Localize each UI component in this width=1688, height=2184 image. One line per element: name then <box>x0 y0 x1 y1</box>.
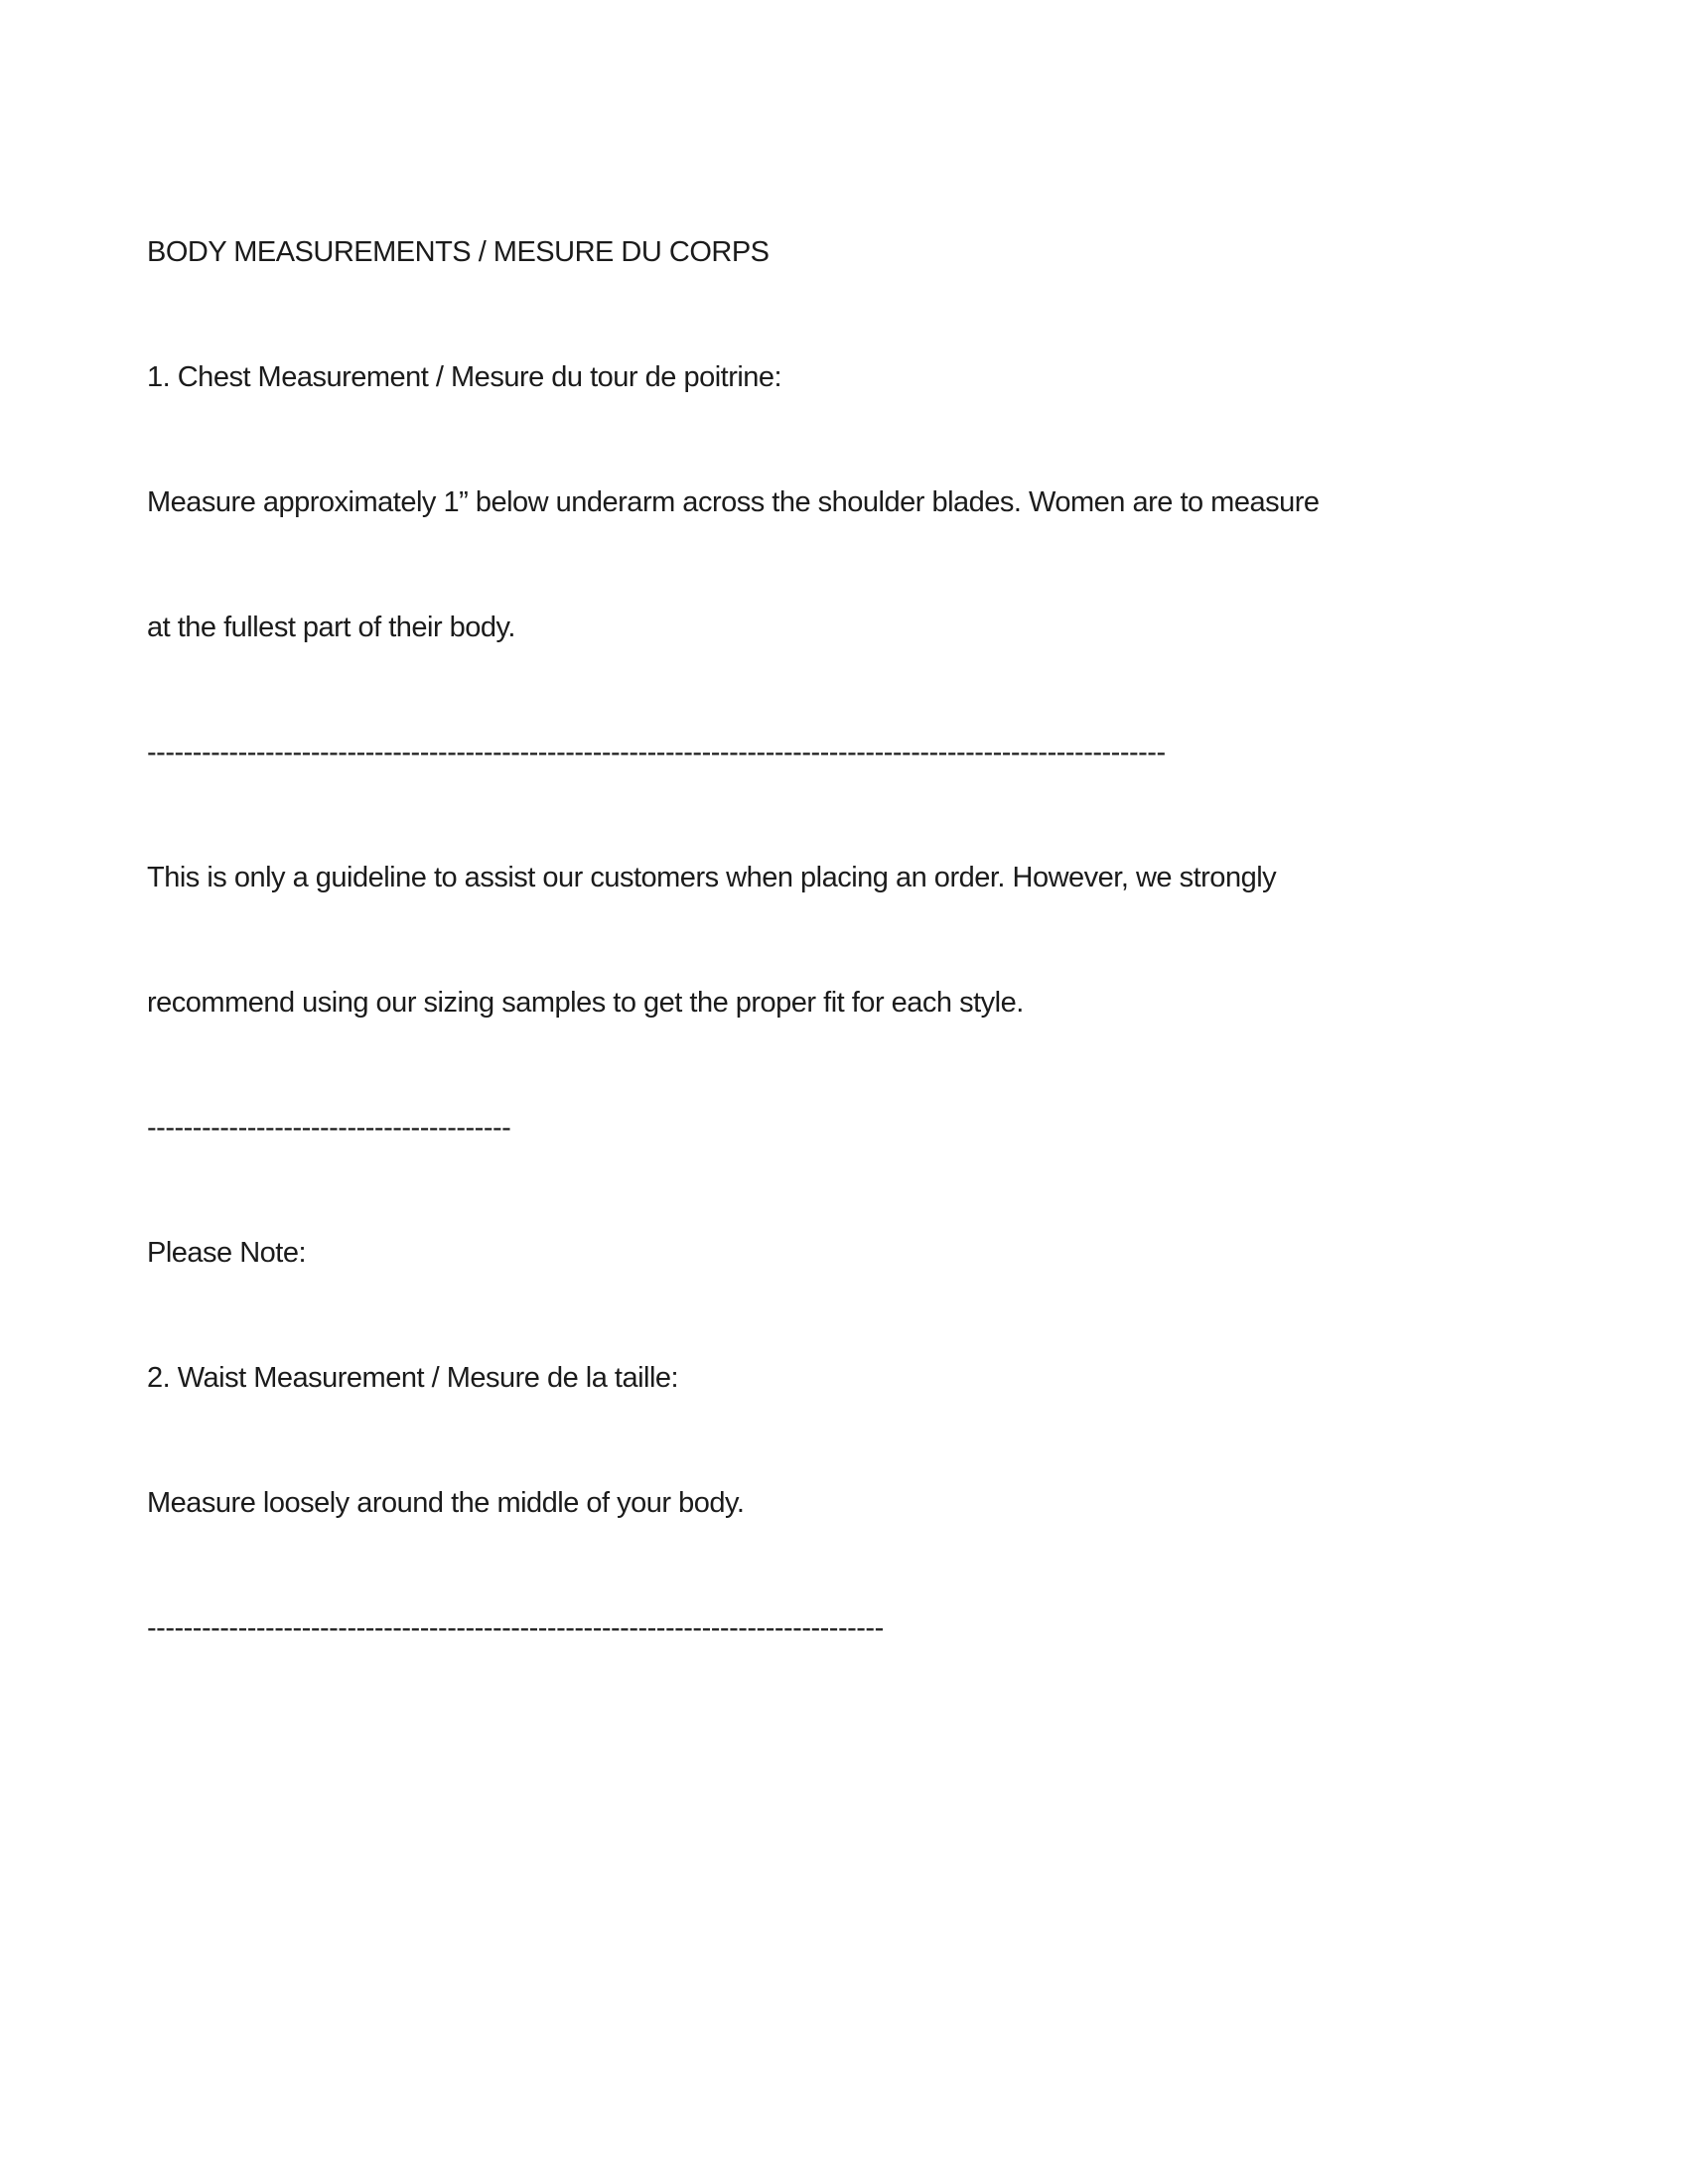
waist-section-heading: 2. Waist Measurement / Mesure de la taille: <box>147 1362 679 1394</box>
divider-long: ---------------------------------------------------------------------------------------------------------------- <box>147 737 1166 768</box>
chest-instruction-line-1: Measure approximately 1” below underarm across the shoulder blades. Women are to measure <box>147 486 1320 518</box>
divider-bottom: --------------------------------------------------------------------------------- <box>147 1612 884 1644</box>
chest-instruction-line-2: at the fullest part of their body. <box>147 612 515 643</box>
guideline-note-line-1: This is only a guideline to assist our customers when placing an order. However, we strongly <box>147 862 1277 893</box>
chest-section-heading: 1. Chest Measurement / Mesure du tour de poitrine: <box>147 361 782 393</box>
divider-short: ---------------------------------------- <box>147 1112 511 1144</box>
doc-title: BODY MEASUREMENTS / MESURE DU CORPS <box>147 236 770 268</box>
waist-instruction: Measure loosely around the middle of your body. <box>147 1487 745 1519</box>
document-text-block <box>147 148 1569 1732</box>
please-note-label: Please Note: <box>147 1237 307 1269</box>
guideline-note-line-2: recommend using our sizing samples to get the proper fit for each style. <box>147 987 1024 1019</box>
